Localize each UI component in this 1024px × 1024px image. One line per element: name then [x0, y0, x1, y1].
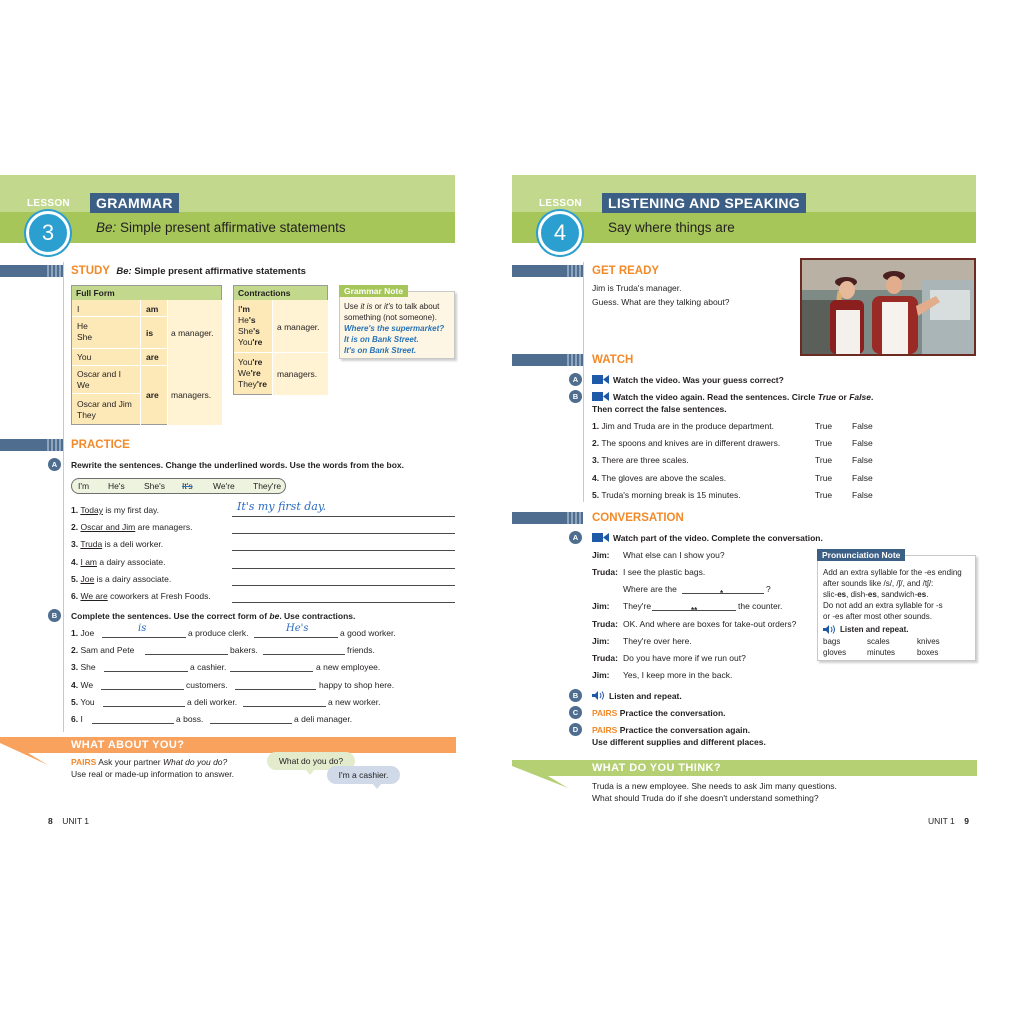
item-number: 3.: [71, 539, 79, 550]
grammar-note-title: Grammar Note: [339, 285, 408, 297]
answer-line: [232, 516, 455, 517]
answer-line: [263, 654, 345, 655]
exercise-a-item: [71, 557, 166, 567]
margin-rule: [583, 262, 584, 502]
true-false-item: [592, 455, 689, 465]
true-option: True: [815, 489, 833, 500]
true-false-item: [592, 473, 726, 483]
watch-b-marker: B: [569, 390, 582, 403]
exercise-b-instructions: Complete the sentences. Use the correct form of be. Use contractions.: [71, 611, 356, 621]
contraction-ending: 're: [252, 337, 263, 347]
exercise-a-instructions: Rewrite the sentences. Change the underlined words. Use the words from the box.: [71, 460, 404, 470]
item-text: a cashier.: [190, 662, 227, 673]
contraction-row: [238, 357, 267, 368]
exercise-b-marker: B: [48, 609, 61, 622]
table-cell: You: [77, 352, 92, 362]
item-subject: I: [80, 714, 83, 724]
contraction-subject: He: [238, 315, 249, 325]
item-number: 4.: [71, 679, 79, 690]
contraction-row: [238, 368, 267, 379]
word-option-crossed: It's: [182, 481, 193, 491]
speaker-label: Jim:: [592, 636, 610, 646]
answer-line: [232, 602, 455, 603]
speech-bubble-question: What do you do?: [267, 752, 355, 770]
lesson-subtitle: Be: Simple present affirmative statements: [96, 220, 346, 235]
conversation-b-instructions: Listen and repeat.: [609, 691, 682, 701]
true-option: True: [815, 421, 833, 431]
conversation-d-marker: D: [569, 723, 582, 736]
get-ready-section-tab: [512, 265, 583, 277]
table-cell: a manager.: [277, 322, 320, 332]
item-text: are managers.: [135, 522, 193, 533]
table-cell: Oscar and Jim They: [77, 399, 132, 420]
item-text: The spoons and knives are in different drawers.: [601, 438, 781, 449]
contraction-row: [238, 326, 262, 337]
contraction-subject: You: [238, 357, 253, 367]
conversation-text: OK. And where are boxes for take-out orders?: [623, 619, 797, 629]
underlined-words: Truda: [80, 539, 103, 550]
what-about-you-heading: WHAT ABOUT YOU?: [71, 739, 185, 751]
item-text: Jim and Truda are in the produce department.: [601, 421, 774, 431]
contractions-table: [233, 285, 328, 395]
conversation-b-marker: B: [569, 689, 582, 702]
watch-heading: WATCH: [592, 354, 634, 366]
contraction-ending: 're: [256, 379, 267, 389]
true-false-item: [592, 438, 780, 448]
what-do-you-think-line: Truda is a new employee. She needs to ask Jim many questions.: [592, 781, 837, 791]
table-cell: am: [146, 304, 159, 314]
watch-b-instructions-2: Then correct the false sentences.: [592, 404, 727, 414]
conversation-c-marker: C: [569, 706, 582, 719]
true-false-item: [592, 490, 741, 500]
page-footer: UNIT 1 9: [928, 816, 969, 826]
table-cell: is: [146, 328, 154, 338]
item-text: friends.: [347, 645, 375, 656]
pron-word: gloves: [823, 648, 847, 657]
item-number: 3.: [592, 455, 600, 466]
underlined-words: I am: [80, 556, 97, 567]
item-number: 4.: [71, 556, 79, 567]
item-number: 3.: [71, 662, 79, 673]
conversation-text: Do you have more if we run out?: [623, 653, 746, 663]
item-text: is my first day.: [103, 505, 160, 515]
item-text: a dairy associate.: [97, 556, 166, 567]
grammar-note-example: It's on Bank Street.: [344, 346, 417, 355]
conversation-d-instructions: PAIRS Practice the conversation again.: [592, 725, 751, 735]
conversation-text: They're over here.: [623, 636, 692, 646]
item-number: 5.: [71, 573, 79, 584]
margin-rule: [63, 262, 64, 732]
item-number: 5.: [71, 696, 79, 707]
answer-line: [103, 706, 185, 707]
video-icon: [592, 392, 609, 401]
speaker-label: Truda:: [592, 567, 618, 577]
word-option: They're: [253, 481, 282, 491]
watch-b-instructions: Watch the video again. Read the sentences. Circle True or False.: [613, 392, 874, 402]
answer-line: [232, 533, 455, 534]
word-option: She's: [144, 481, 165, 491]
conversation-text: Where are the: [623, 584, 677, 594]
contractions-header: Contractions: [234, 286, 327, 300]
contraction-ending: 's: [248, 315, 256, 325]
contraction-subject: You: [238, 337, 253, 347]
conversation-text: Yes, I keep more in the back.: [623, 670, 733, 680]
word-option: I'm: [78, 481, 90, 491]
table-cell: are: [146, 390, 159, 400]
get-ready-heading: GET READY: [592, 265, 660, 277]
table-cell: managers.: [171, 390, 212, 400]
table-cell: Oscar and I We: [77, 369, 121, 390]
underlined-words: Joe: [80, 573, 95, 584]
item-text: There are three scales.: [601, 455, 689, 466]
pairs-line-2: Use real or made-up information to answer.: [71, 769, 234, 779]
conversation-a-marker: A: [569, 531, 582, 544]
false-option: False: [852, 455, 873, 466]
item-text: coworkers at Fresh Foods.: [107, 591, 211, 601]
item-text: a new employee.: [316, 662, 381, 673]
study-heading: STUDY Be: Simple present affirmative statements: [71, 265, 306, 277]
item-text: a boss.: [176, 714, 204, 724]
pron-text: , sandwich-: [876, 590, 918, 599]
contraction-row: [238, 304, 262, 315]
item-subject: She: [80, 662, 96, 673]
contraction-ending: 're: [252, 357, 263, 367]
answer-line: [101, 689, 184, 690]
pron-word: knives: [917, 637, 940, 646]
item-number: 4.: [592, 472, 600, 483]
pron-text: , dish-: [846, 590, 868, 599]
practice-heading: PRACTICE: [71, 439, 130, 451]
get-ready-line: Jim is Truda's manager.: [592, 283, 682, 293]
lesson-number-badge: 3: [26, 211, 70, 255]
contraction-subject: They: [238, 379, 257, 389]
study-section-tab: [0, 265, 63, 277]
watch-a-marker: A: [569, 373, 582, 386]
conversation-text: I see the plastic bags.: [623, 567, 706, 577]
lesson-title: GRAMMAR: [90, 193, 179, 213]
exercise-a-item: [71, 591, 211, 601]
answer-line: [210, 723, 292, 724]
item-text: a produce clerk.: [188, 628, 249, 638]
answer-line: [232, 568, 455, 569]
table-cell: He She: [77, 321, 93, 342]
lesson-header-bottom-band: [512, 212, 976, 243]
answer-line: [232, 585, 455, 586]
bold-ending: es: [837, 590, 847, 599]
what-about-you-band: [0, 737, 456, 767]
item-text: a good worker.: [340, 628, 396, 638]
contraction-ending: 's: [253, 326, 260, 336]
get-ready-line: Guess. What are they talking about?: [592, 297, 730, 307]
handwritten-answer: is: [138, 623, 147, 634]
pairs-line: PAIRS Ask your partner What do you do?: [71, 757, 228, 767]
kitchen-photo-illustration: [802, 260, 974, 354]
item-text: The gloves are above the scales.: [601, 472, 727, 483]
grammar-note-line: Use it is or it's to talk about: [344, 302, 440, 311]
pron-note-line: or -es after most other sounds.: [823, 612, 932, 621]
conversation-text: They're: [623, 601, 652, 611]
true-option: True: [815, 472, 833, 483]
conversation-c-instructions: PAIRS Practice the conversation.: [592, 708, 726, 718]
contraction-subject: She: [238, 326, 254, 336]
exercise-b-item: [71, 697, 95, 707]
answer-line: [104, 671, 188, 672]
pron-text: .: [926, 590, 929, 599]
kitchen-photo: [800, 258, 976, 356]
item-text: is a dairy associate.: [94, 573, 172, 584]
conversation-a-instructions: Watch part of the video. Complete the conversation.: [613, 533, 823, 543]
exercise-b-item: [71, 628, 94, 638]
true-false-item: [592, 421, 774, 431]
watch-section-tab: [512, 354, 583, 366]
lesson-number-badge: 4: [538, 211, 582, 255]
item-text: Truda's morning break is 15 minutes.: [601, 489, 741, 500]
audio-icon: [592, 691, 605, 700]
speaker-label: Jim:: [592, 550, 610, 560]
underlined-words: We are: [80, 591, 108, 601]
contraction-subject: We: [238, 368, 251, 378]
item-number: 5.: [592, 489, 600, 500]
exercise-a-item: [71, 505, 159, 515]
answer-line: [243, 706, 326, 707]
item-subject: We: [80, 679, 94, 690]
item-text: happy to shop here.: [319, 679, 395, 690]
answer-line: [145, 654, 228, 655]
conversation-section-tab: [512, 512, 583, 524]
table-cell: managers.: [277, 369, 318, 379]
true-option: True: [815, 438, 833, 449]
item-subject: You: [80, 696, 95, 707]
bold-ending: es: [867, 590, 877, 599]
contraction-row: [238, 379, 267, 390]
false-option: False: [852, 438, 873, 449]
exercise-b-item: [71, 662, 96, 672]
underlined-words: Oscar and Jim: [80, 522, 136, 533]
false-option: False: [852, 421, 873, 431]
speaker-label: Truda:: [592, 653, 618, 663]
word-box: [71, 478, 286, 494]
table-cell: a manager.: [171, 328, 214, 338]
contraction-row: [238, 315, 262, 326]
pron-word: scales: [867, 637, 890, 646]
pron-word: boxes: [917, 648, 939, 657]
page-footer: 8 UNIT 1: [48, 816, 89, 826]
item-number: 6.: [71, 591, 79, 601]
item-number: 1.: [71, 505, 79, 515]
pron-note-line: [823, 589, 928, 600]
table-shade: [167, 300, 222, 425]
answer-line: [232, 550, 455, 551]
table-shade: [272, 300, 328, 395]
conversation-heading: CONVERSATION: [592, 512, 684, 524]
full-form-header: Full Form: [72, 286, 221, 300]
pron-note-line: after sounds like /s/, /ʃ/, and /tʃ/:: [823, 579, 934, 588]
exercise-b-item: [71, 645, 134, 655]
pron-listen-label: Listen and repeat.: [840, 625, 909, 634]
speaker-label: Jim:: [592, 670, 610, 680]
exercise-b-item: [71, 680, 93, 690]
grammar-note-line: something (not someone).: [344, 313, 437, 322]
pronunciation-note-box: [817, 555, 976, 661]
pron-note-line: Do not add an extra syllable for -s: [823, 601, 943, 610]
exercise-b-item: [71, 714, 83, 724]
speaker-label: Jim:: [592, 601, 610, 611]
what-do-you-think-heading: WHAT DO YOU THINK?: [592, 762, 722, 774]
item-number: 1.: [592, 421, 600, 431]
conversation-text: What else can I show you?: [623, 550, 725, 560]
item-subject: Joe: [80, 628, 95, 638]
true-option: True: [815, 455, 833, 466]
watch-a-instructions: Watch the video. Was your guess correct?: [613, 375, 784, 385]
word-option: He's: [108, 481, 125, 491]
contraction-row: [238, 337, 262, 348]
blank-marker: *: [720, 589, 724, 598]
pronunciation-note-title: Pronunciation Note: [817, 549, 905, 561]
bold-ending: es: [917, 590, 927, 599]
pron-text: slic-: [823, 590, 838, 599]
grammar-note-example: It is on Bank Street.: [344, 335, 419, 344]
speaker-label: Truda:: [592, 619, 618, 629]
lesson-subtitle: Say where things are: [608, 220, 735, 235]
item-number: 6.: [71, 714, 79, 724]
item-text: bakers.: [230, 645, 258, 656]
exercise-a-item: [71, 574, 171, 584]
lesson-label: LESSON: [27, 198, 70, 209]
item-number: 2.: [71, 645, 79, 656]
contractions-group-1: [238, 304, 262, 348]
grammar-note-box: [339, 291, 455, 359]
underlined-words: Today: [80, 505, 103, 515]
handwritten-answer: It's my first day.: [237, 500, 327, 513]
lesson-title: LISTENING AND SPEAKING: [602, 193, 806, 213]
answer-line: [230, 671, 313, 672]
practice-section-tab: [0, 439, 63, 451]
video-icon: [592, 375, 609, 384]
lesson-label: LESSON: [539, 198, 582, 209]
exercise-a-marker: A: [48, 458, 61, 471]
false-option: False: [852, 472, 873, 483]
full-form-table: [71, 285, 222, 425]
right-page: [512, 0, 1024, 1024]
item-subject: Sam and Pete: [80, 645, 135, 656]
contraction-ending: 're: [250, 368, 261, 378]
audio-icon: [823, 625, 836, 634]
item-text: a deli worker.: [187, 696, 238, 707]
word-option: We're: [213, 481, 235, 491]
answer-line: [92, 723, 174, 724]
contraction-subject: I: [238, 304, 241, 314]
speech-bubble-answer: I'm a cashier.: [327, 766, 400, 784]
what-do-you-think-line: What should Truda do if she doesn't understand something?: [592, 793, 819, 803]
false-option: False: [852, 489, 873, 500]
item-text: a deli manager.: [294, 714, 353, 724]
item-text: a new worker.: [328, 696, 381, 707]
conversation-d-instructions-2: Use different supplies and different places.: [592, 737, 766, 747]
handwritten-answer: He's: [286, 623, 309, 634]
pron-word: minutes: [867, 648, 896, 657]
conversation-text: the counter.: [738, 601, 783, 611]
exercise-a-item: [71, 522, 192, 532]
conversation-text: ?: [766, 584, 771, 594]
item-text: is a deli worker.: [102, 539, 164, 550]
contraction-ending: 'm: [240, 304, 250, 314]
item-number: 2.: [71, 522, 79, 533]
blank-marker: **: [691, 606, 698, 615]
pron-note-line: Add an extra syllable for the -es ending: [823, 568, 962, 577]
table-cell: are: [146, 352, 159, 362]
item-text: customers.: [186, 679, 228, 690]
item-number: 2.: [592, 438, 600, 449]
answer-line: [102, 637, 186, 638]
exercise-a-item: [71, 539, 163, 549]
contractions-group-2: [238, 357, 267, 390]
item-number: 1.: [71, 628, 79, 638]
grammar-note-example: Where's the supermarket?: [344, 324, 445, 333]
pron-word: bags: [823, 637, 841, 646]
table-cell: I: [77, 304, 80, 314]
answer-line: [235, 689, 316, 690]
answer-line: [254, 637, 338, 638]
video-icon: [592, 533, 609, 542]
